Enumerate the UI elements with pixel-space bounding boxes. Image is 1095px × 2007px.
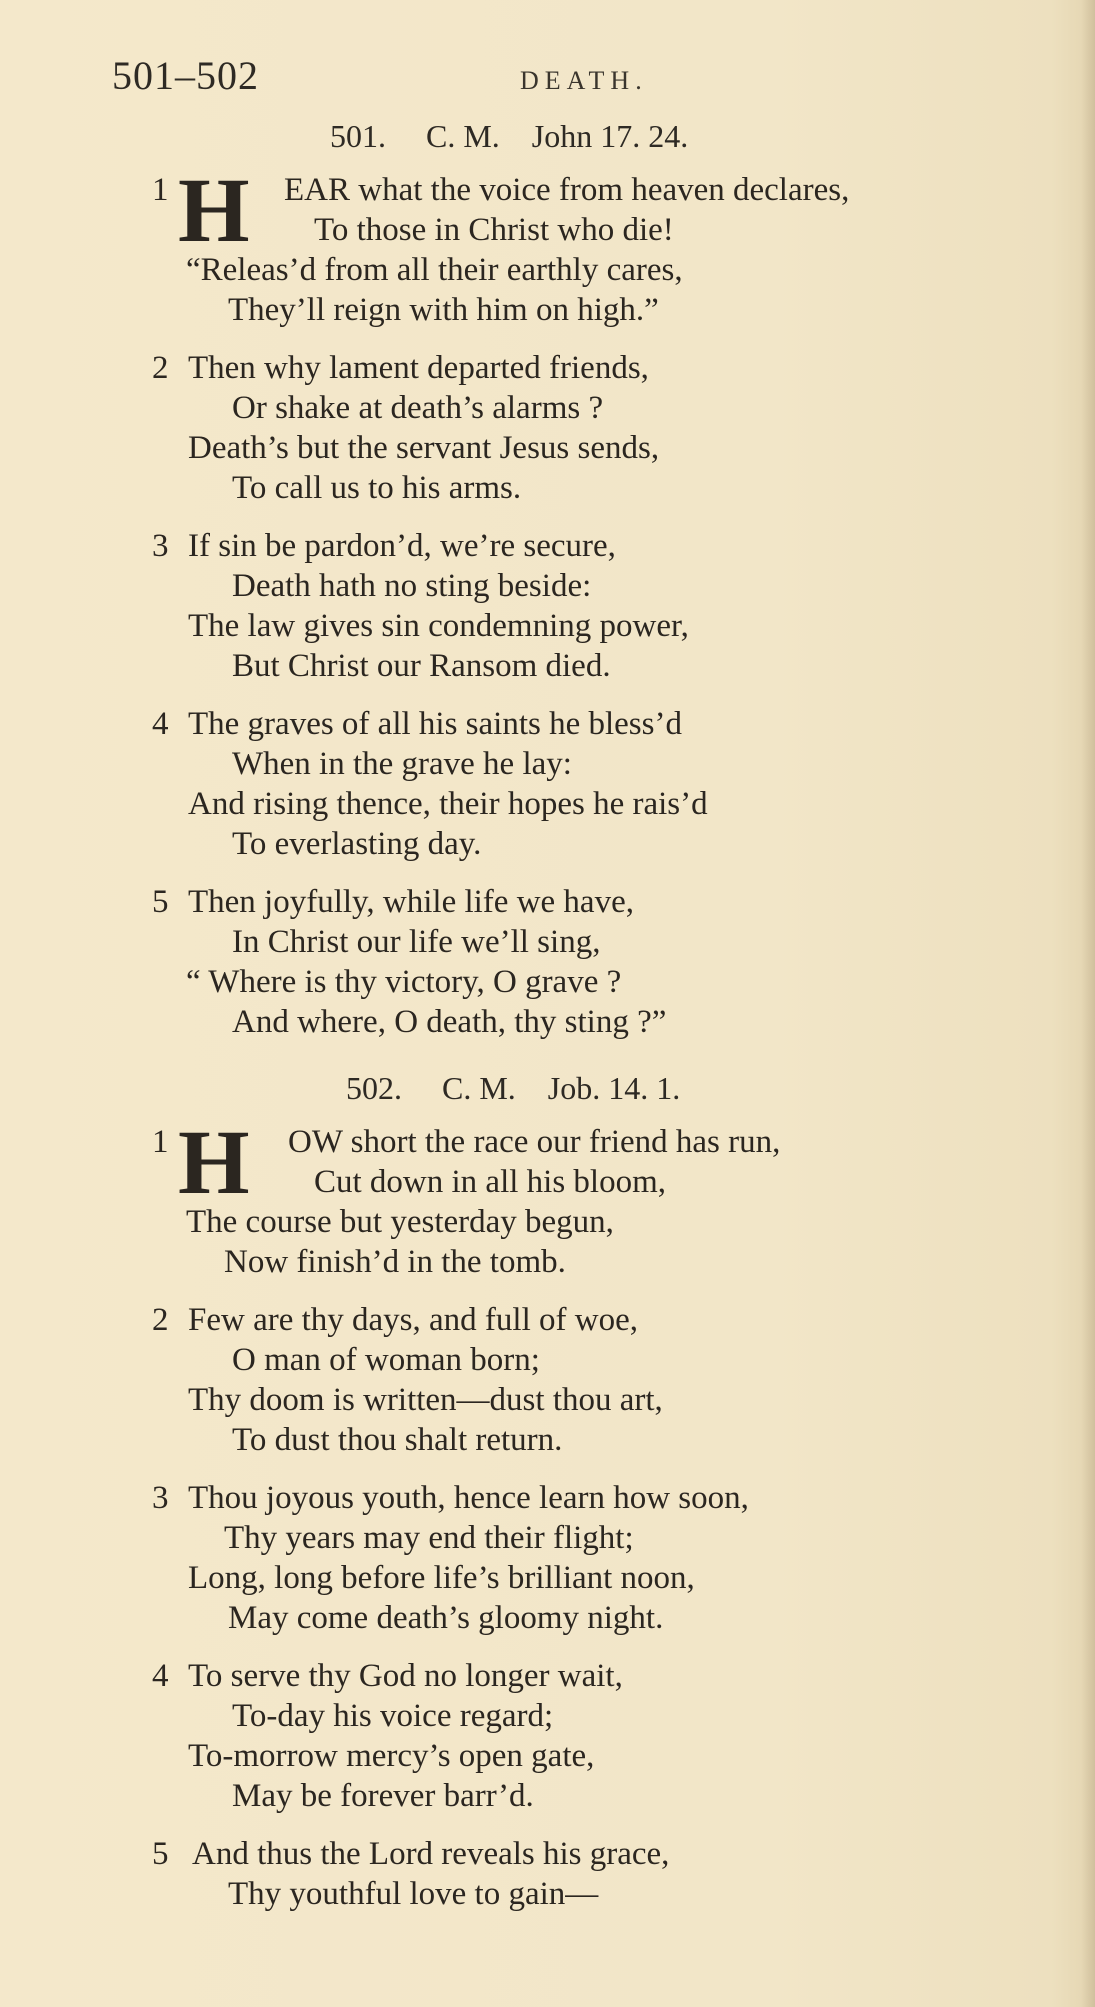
verse-line: “Releas’d from all their earthly cares,: [186, 252, 683, 288]
verse-number: 5: [152, 884, 169, 920]
verse-line: Death hath no sting beside:: [232, 568, 592, 604]
verse-line: To-morrow mercy’s open gate,: [188, 1738, 595, 1774]
verse-line: O man of woman born;: [232, 1342, 540, 1378]
verse-line: Long, long before life’s brilliant noon,: [188, 1560, 695, 1596]
verse-line: May be forever barr’d.: [232, 1778, 534, 1814]
verse-line: Now finish’d in the tomb.: [224, 1244, 566, 1280]
verse-line: EAR what the voice from heaven declares,: [284, 172, 850, 208]
verse-line: Death’s but the servant Jesus sends,: [188, 430, 660, 466]
verse-number: 1: [152, 172, 169, 208]
verse-line: In Christ our life we’ll sing,: [232, 924, 601, 960]
verse-line: To dust thou shalt return.: [232, 1422, 563, 1458]
verse-line: To call us to his arms.: [232, 470, 522, 506]
verse-line: Then joyfully, while life we have,: [188, 884, 634, 920]
verse-line: May come death’s gloomy night.: [228, 1600, 664, 1636]
hymn-heading-502: 502. C. M. Job. 14. 1.: [346, 1070, 681, 1106]
verse-number: 4: [152, 706, 169, 742]
verse-number: 1: [152, 1124, 169, 1160]
verse-line: The graves of all his saints he bless’d: [188, 706, 682, 742]
verse-line: They’ll reign with him on high.”: [228, 292, 659, 328]
verse-line: The course but yesterday begun,: [186, 1204, 614, 1240]
verse-line: Cut down in all his bloom,: [314, 1164, 667, 1200]
verse-line: OW short the race our friend has run,: [288, 1124, 781, 1160]
hymn-heading-501: 501. C. M. John 17. 24.: [330, 118, 689, 154]
verse-line: To everlasting day.: [232, 826, 482, 862]
page-numbers: 501–502: [112, 53, 259, 98]
verse-number: 2: [152, 1302, 169, 1338]
verse-number: 3: [152, 528, 169, 564]
verse-line: If sin be pardon’d, we’re secure,: [188, 528, 616, 564]
verse-line: To-day his voice regard;: [232, 1698, 554, 1734]
verse-line: Few are thy days, and full of woe,: [188, 1302, 638, 1338]
verse-number: 2: [152, 350, 169, 386]
verse-line: But Christ our Ransom died.: [232, 648, 611, 684]
verse-line: Thy years may end their flight;: [224, 1520, 634, 1556]
section-title: DEATH.: [520, 66, 648, 95]
verse-line: Then why lament departed friends,: [188, 350, 649, 386]
verse-line: Thou joyous youth, hence learn how soon,: [188, 1480, 749, 1516]
verse-number: 4: [152, 1658, 169, 1694]
drop-cap: H: [178, 159, 250, 261]
verse-line: Thy doom is written—dust thou art,: [188, 1382, 663, 1418]
drop-cap: H: [178, 1111, 250, 1213]
verse-line: To serve thy God no longer wait,: [188, 1658, 623, 1694]
verse-line: When in the grave he lay:: [232, 746, 572, 782]
page-edge-shadow: [1081, 0, 1095, 2007]
verse-line: To those in Christ who die!: [314, 212, 674, 248]
verse-number: 3: [152, 1480, 169, 1516]
verse-line: Thy youthful love to gain—: [228, 1876, 599, 1912]
verse-line: Or shake at death’s alarms ?: [232, 390, 604, 426]
verse-number: 5: [152, 1836, 169, 1872]
verse-line: “ Where is thy victory, O grave ?: [186, 964, 622, 1000]
verse-line: The law gives sin condemning power,: [188, 608, 689, 644]
verse-line: And rising thence, their hopes he rais’d: [188, 786, 708, 822]
verse-line: And thus the Lord reveals his grace,: [192, 1836, 670, 1872]
verse-line: And where, O death, thy sting ?”: [232, 1004, 667, 1040]
